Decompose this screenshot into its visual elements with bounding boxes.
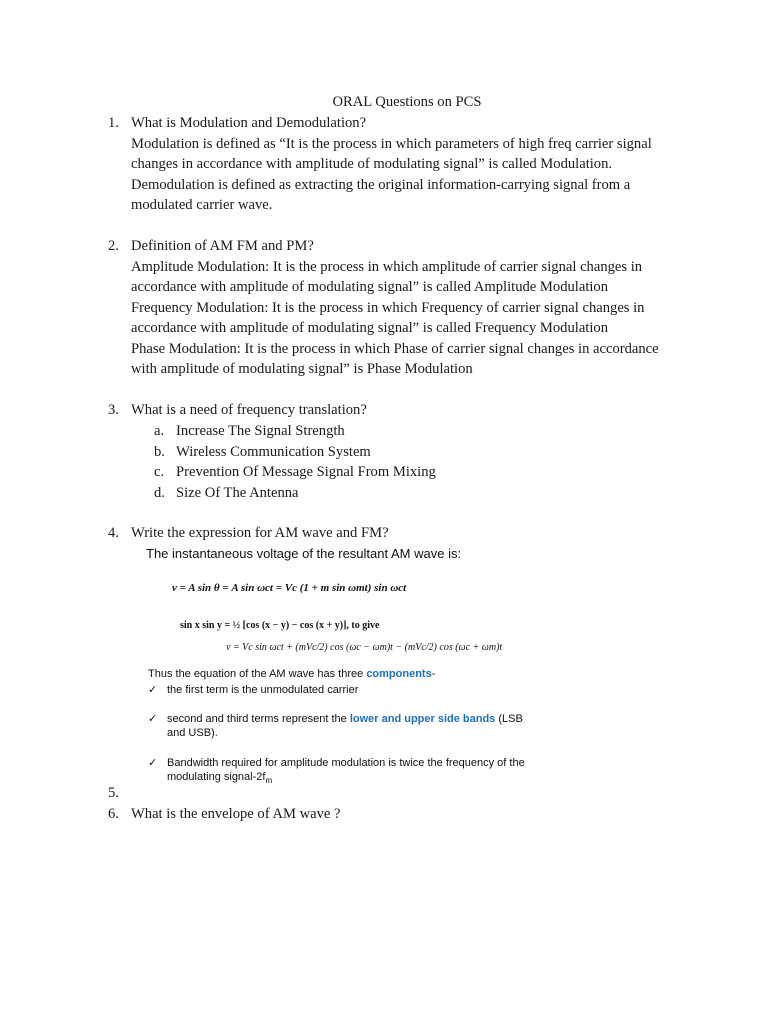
- components-line: [148, 668, 435, 680]
- am-wave-equation-image: [138, 542, 540, 796]
- am-voltage-equation: v = A sin θ = A sin ωct = Vc (1 + m sin ωmt) sin ωct: [172, 582, 407, 594]
- question-text: What is the envelope of AM wave ?: [131, 806, 341, 822]
- answer-line: Frequency Modulation: It is the process in which Frequency of carrier signal changes in: [131, 299, 645, 316]
- question-4: [108, 523, 688, 544]
- question-text: Write the expression for AM wave and FM?: [131, 525, 389, 541]
- list-item-text: Wireless Communication System: [176, 443, 371, 460]
- components-suffix: -: [431, 668, 436, 680]
- bullet-carrier: [148, 683, 539, 697]
- document-title: ORAL Questions on PCS: [332, 94, 482, 110]
- bullet-text-prefix: second and third terms represent the: [167, 713, 347, 725]
- question-text: What is Modulation and Demodulation?: [131, 115, 367, 131]
- answer-line: modulated carrier wave.: [131, 197, 273, 213]
- question-2: [108, 236, 688, 380]
- question-number: 2.: [108, 238, 119, 254]
- bullet-bandwidth: [148, 756, 539, 788]
- check-icon: ✓: [148, 757, 158, 769]
- subscript-m: m: [265, 776, 273, 786]
- question-number: 5.: [108, 785, 119, 801]
- sidebands-highlight: lower and upper side bands: [349, 713, 496, 725]
- list-item-label: d.: [154, 484, 165, 501]
- question-number: 4.: [108, 525, 119, 541]
- question-6: [108, 804, 688, 825]
- bullet-text: [167, 712, 539, 740]
- list-item-label: c.: [154, 464, 165, 480]
- bullet-sidebands: [148, 712, 539, 740]
- question-number: 3.: [108, 402, 119, 418]
- question-text: Definition of AM FM and PM?: [131, 238, 314, 254]
- list-item-text: Prevention Of Message Signal From Mixing: [176, 464, 436, 480]
- answer-line: Modulation is defined as “It is the process in which parameters of high freq carrier signal: [131, 135, 652, 152]
- answer-line: with amplitude of modulating signal” is Phase Modulation: [131, 361, 473, 377]
- question-number: 1.: [108, 115, 119, 131]
- check-icon: ✓: [148, 713, 158, 725]
- question-1: [108, 113, 688, 216]
- answer-line: Demodulation is defined as extracting the original information-carrying signal from a: [131, 176, 631, 193]
- trig-identity: sin x sin y = ½ [cos (x − y) − cos (x + y)], to give: [180, 620, 380, 631]
- components-highlight: components: [366, 668, 432, 680]
- answer-line: accordance with amplitude of modulating signal” is called Frequency Modulation: [131, 320, 608, 336]
- list-item-label: a.: [154, 423, 165, 439]
- question-text: What is a need of frequency translation?: [131, 402, 367, 418]
- image-caption: The instantaneous voltage of the resultant AM wave is:: [146, 546, 462, 561]
- check-icon: ✓: [148, 684, 158, 696]
- bullet-text: the first term is the unmodulated carrier: [167, 684, 359, 696]
- bullet-text-suffix: (LSB and USB).: [167, 713, 523, 739]
- question-number: 6.: [108, 806, 119, 822]
- answer-line: accordance with amplitude of modulating signal” is called Amplitude Modulation: [131, 279, 609, 295]
- answer-line: changes in accordance with amplitude of modulating signal” is called Modulation.: [131, 156, 613, 172]
- question-3: [108, 400, 688, 421]
- components-text: Thus the equation of the AM wave has three: [148, 668, 364, 680]
- list-item-label: b.: [154, 443, 165, 460]
- list-item-text: Size Of The Antenna: [176, 484, 299, 501]
- list-item-text: Increase The Signal Strength: [176, 423, 345, 439]
- bandwidth-text: Bandwidth required for amplitude modulation is twice the frequency of the modulating signal-2f: [167, 757, 525, 783]
- answer-line: Phase Modulation: It is the process in which Phase of carrier signal changes in accordance: [131, 340, 659, 357]
- answer-line: Amplitude Modulation: It is the process in which amplitude of carrier signal changes in: [131, 258, 643, 275]
- bullet-text: [167, 756, 539, 788]
- am-expanded-equation: v = Vc sin ωct + (mVc/2) cos (ωc − ωm)t − (mVc/2) cos (ωc + ωm)t: [226, 642, 503, 653]
